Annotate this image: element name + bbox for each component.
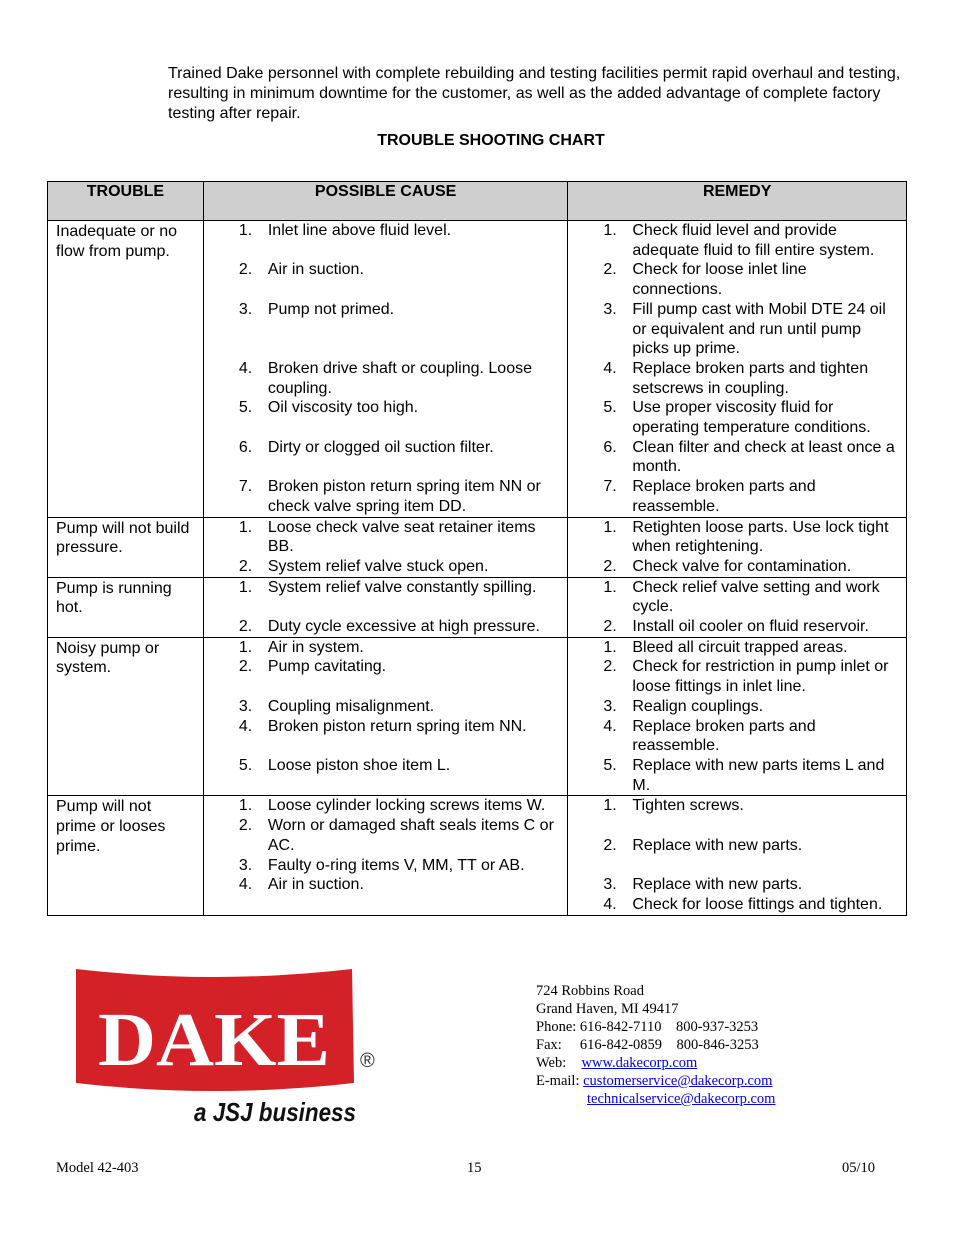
trouble-cell: Pump will not build pressure. <box>56 519 190 557</box>
item-number: 1. <box>238 222 253 239</box>
item-text: Loose piston shoe item L. <box>267 756 451 774</box>
numbered-list <box>204 578 568 637</box>
list-item <box>568 518 906 557</box>
item-number: 2. <box>603 618 617 636</box>
item-number: 3. <box>603 697 617 715</box>
item-text: Install oil cooler on fluid reservoir. <box>632 618 869 636</box>
list-item <box>568 756 906 795</box>
item-number: 2. <box>603 557 617 575</box>
list-item <box>204 816 568 855</box>
item-number: 2. <box>603 658 617 676</box>
item-text: Pump cavitating. <box>267 658 387 676</box>
remedy-cell <box>568 221 907 518</box>
trouble-column-cell <box>48 221 204 518</box>
item-text: Bleed all circuit trapped areas. <box>632 638 848 656</box>
customer-service-email-link[interactable]: customerservice@dakecorp.com <box>583 1073 773 1089</box>
dake-logo <box>74 967 384 1127</box>
item-text: Replace broken parts and tighten setscrews in coupling. <box>632 359 869 397</box>
list-item <box>204 856 568 876</box>
item-number: 1. <box>238 638 253 656</box>
item-number: 1. <box>238 518 253 536</box>
item-text: Loose check valve seat retainer items BB. <box>267 518 536 556</box>
item-number: 5. <box>238 399 253 417</box>
logo-registered-mark: ® <box>360 1050 375 1072</box>
item-text: Replace with new parts. <box>632 876 803 894</box>
item-number: 2. <box>603 836 617 854</box>
item-number: 1. <box>603 518 617 536</box>
list-item <box>204 438 568 458</box>
item-number: 1. <box>603 578 617 596</box>
list-item <box>204 398 568 418</box>
item-number: 3. <box>238 697 253 715</box>
trouble-column-cell <box>48 577 204 637</box>
item-text: Worn or damaged shaft seals items C or AC. <box>267 817 554 854</box>
item-text: Air in system. <box>267 638 364 656</box>
list-item <box>568 617 906 637</box>
item-text: Replace broken parts and reassemble. <box>632 478 816 515</box>
item-number: 5. <box>238 756 253 774</box>
list-item <box>568 657 906 696</box>
address-street: 724 Robbins Road <box>536 983 644 999</box>
item-text: Loose cylinder locking screws items W. <box>267 797 546 815</box>
item-number: 7. <box>603 478 617 496</box>
list-item <box>568 638 906 658</box>
item-text: Oil viscosity too high. <box>267 399 419 417</box>
header-possible-cause: POSSIBLE CAUSE <box>203 182 568 221</box>
list-item <box>568 836 906 856</box>
item-text: Replace with new parts items L and M. <box>632 756 885 794</box>
list-item <box>568 438 906 477</box>
web-label: Web: <box>536 1055 567 1071</box>
logo-tagline: a JSJ business <box>194 1097 356 1127</box>
table-row <box>48 637 907 796</box>
list-item <box>204 717 568 737</box>
intro-paragraph: Trained Dake personnel with complete rebuilding and testing facilities permit rapid overhaul and testing, resulting in minimum downtime for the customer, as well as the added advantage of complete factory testing after repair. <box>168 65 901 122</box>
item-number: 2. <box>238 658 253 676</box>
trouble-column-cell <box>48 637 204 796</box>
item-number: 2. <box>238 618 253 636</box>
item-text: Replace with new parts. <box>632 836 803 854</box>
item-number: 3. <box>603 300 617 318</box>
item-number: 5. <box>603 756 617 774</box>
trouble-column-cell <box>48 796 204 915</box>
list-item <box>568 300 906 359</box>
list-item <box>204 477 568 516</box>
item-text: Air in suction. <box>267 876 364 894</box>
list-item <box>204 638 568 658</box>
item-text: Use proper viscosity fluid for operating temperature conditions. <box>632 399 871 437</box>
item-text: Faulty o-ring items V, MM, TT or AB. <box>267 856 525 874</box>
item-number: 5. <box>603 399 617 417</box>
numbered-list <box>204 796 568 895</box>
list-item <box>568 875 906 895</box>
item-text: Pump not primed. <box>267 300 395 318</box>
item-number: 3. <box>603 876 617 894</box>
remedy-cell <box>568 637 907 796</box>
list-item <box>204 697 568 717</box>
numbered-list <box>568 221 906 517</box>
cause-cell <box>203 517 568 577</box>
list-item <box>568 221 906 260</box>
item-number: 6. <box>238 438 253 456</box>
trouble-cell: Pump is running hot. <box>56 579 172 617</box>
item-number: 1. <box>238 797 253 815</box>
address-phone: Phone: 616-842-7110 800-937-3253 <box>536 1019 759 1035</box>
remedy-cell <box>568 577 907 637</box>
item-text: Dirty or clogged oil suction filter. <box>267 438 494 456</box>
item-number: 4. <box>603 717 617 735</box>
list-item <box>204 300 568 320</box>
list-item <box>568 697 906 717</box>
list-item <box>568 578 906 617</box>
address-email-row <box>536 1072 775 1090</box>
footer-model: Model 42-403 <box>56 1160 139 1176</box>
list-item <box>204 557 568 577</box>
footer-page-number: 15 <box>467 1160 482 1176</box>
list-item <box>204 359 568 398</box>
numbered-list <box>568 638 906 796</box>
header-remedy: REMEDY <box>568 182 907 221</box>
item-text: Check for restriction in pump inlet or loose fittings in inlet line. <box>632 658 889 696</box>
item-text: Broken piston return spring item NN. <box>267 717 527 735</box>
item-text: System relief valve stuck open. <box>267 557 489 575</box>
numbered-list <box>204 221 568 516</box>
item-text: Replace broken parts and reassemble. <box>632 717 816 755</box>
item-text: Check fluid level and provide adequate fluid to fill entire system. <box>632 222 875 259</box>
technical-service-email-link[interactable]: technicalservice@dakecorp.com <box>587 1091 776 1107</box>
remedy-cell <box>568 796 907 915</box>
item-text: Check valve for contamination. <box>632 557 852 575</box>
list-item <box>204 657 568 677</box>
item-text: System relief valve constantly spilling. <box>267 578 537 596</box>
table-row <box>48 577 907 637</box>
item-number: 2. <box>238 557 253 575</box>
list-item <box>204 796 568 816</box>
item-number: 4. <box>238 876 253 894</box>
item-text: Check for loose inlet line connections. <box>632 261 807 299</box>
item-text: Air in suction. <box>267 261 364 279</box>
list-item <box>568 359 906 398</box>
list-item <box>568 717 906 756</box>
item-number: 4. <box>603 895 617 913</box>
item-number: 2. <box>238 817 253 835</box>
footer-date: 05/10 <box>842 1160 876 1176</box>
list-item <box>568 557 906 577</box>
item-number: 4. <box>603 359 617 377</box>
address-email-row-2 <box>536 1090 775 1108</box>
item-text: Inlet line above fluid level. <box>267 222 452 239</box>
table-row <box>48 796 907 915</box>
item-number: 3. <box>238 300 253 318</box>
item-text: Clean filter and check at least once a month. <box>632 438 895 476</box>
table-header-row <box>48 182 907 221</box>
list-item <box>568 796 906 816</box>
address-fax: Fax: 616-842-0859 800-846-3253 <box>536 1037 759 1053</box>
troubleshooting-table <box>47 181 907 916</box>
trouble-cell: Pump will not prime or looses prime. <box>56 798 166 855</box>
website-link[interactable]: www.dakecorp.com <box>581 1055 698 1071</box>
list-item <box>568 477 906 516</box>
item-text: Coupling misalignment. <box>267 697 435 715</box>
list-item <box>204 617 568 637</box>
trouble-cell: Inadequate or no flow from pump. <box>56 223 177 260</box>
table-row <box>48 517 907 577</box>
numbered-list <box>568 518 906 577</box>
list-item <box>568 398 906 437</box>
logo-brand-text: DAKE <box>98 998 330 1082</box>
numbered-list <box>568 578 906 637</box>
list-item <box>204 756 568 776</box>
item-text: Duty cycle excessive at high pressure. <box>267 618 540 636</box>
item-number: 3. <box>238 856 253 874</box>
item-text: Broken piston return spring item NN or check valve spring item DD. <box>267 478 541 515</box>
item-number: 6. <box>603 438 617 456</box>
item-text: Broken drive shaft or coupling. Loose coupling. <box>267 359 532 397</box>
item-number: 1. <box>603 797 617 815</box>
list-item <box>204 260 568 280</box>
item-text: Fill pump cast with Mobil DTE 24 oil or equivalent and run until pump picks up prime. <box>632 300 886 358</box>
address-block <box>536 982 775 1108</box>
header-trouble: TROUBLE <box>48 182 204 221</box>
item-number: 2. <box>603 261 617 279</box>
item-number: 1. <box>603 222 617 239</box>
chart-title: TROUBLE SHOOTING CHART <box>377 132 605 149</box>
item-number: 4. <box>238 717 253 735</box>
item-text: Tighten screws. <box>632 797 744 815</box>
numbered-list <box>204 638 568 776</box>
table-row <box>48 221 907 518</box>
trouble-cell: Noisy pump or system. <box>56 639 160 677</box>
item-number: 2. <box>238 261 253 279</box>
item-text: Check relief valve setting and work cycle. <box>632 578 880 616</box>
list-item <box>204 875 568 895</box>
item-number: 1. <box>603 638 617 656</box>
item-text: Check for loose fittings and tighten. <box>632 895 883 913</box>
email-label: E-mail: <box>536 1073 580 1089</box>
trouble-column-cell <box>48 517 204 577</box>
list-item <box>204 578 568 598</box>
cause-cell <box>203 221 568 518</box>
list-item <box>204 518 568 557</box>
item-text: Realign couplings. <box>632 697 764 715</box>
list-item <box>204 221 568 241</box>
list-item <box>568 895 906 915</box>
address-city: Grand Haven, MI 49417 <box>536 1001 679 1017</box>
cause-cell <box>203 637 568 796</box>
address-web-row <box>536 1054 775 1072</box>
item-text: Retighten loose parts. Use lock tight when retightening. <box>632 518 889 556</box>
item-number: 1. <box>238 578 253 596</box>
cause-cell <box>203 796 568 915</box>
cause-cell <box>203 577 568 637</box>
remedy-cell <box>568 517 907 577</box>
numbered-list <box>204 518 568 577</box>
item-number: 7. <box>238 478 253 496</box>
item-number: 4. <box>238 359 253 377</box>
numbered-list <box>568 796 906 914</box>
list-item <box>568 260 906 299</box>
